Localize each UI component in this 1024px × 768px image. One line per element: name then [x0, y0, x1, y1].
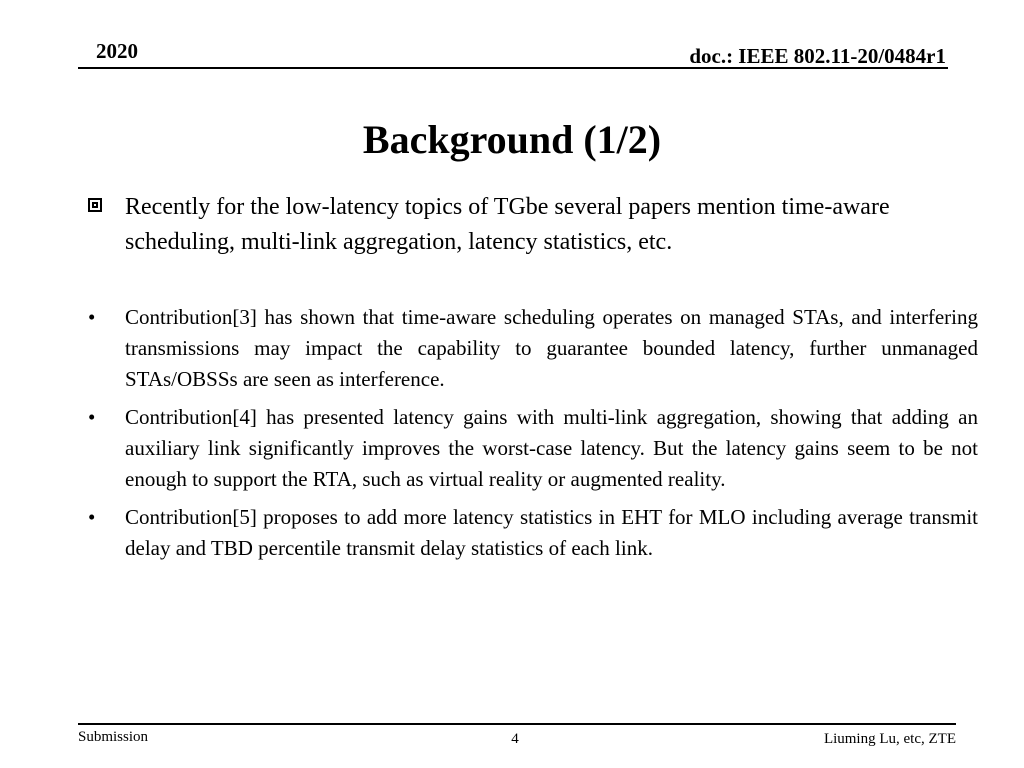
bullet-dot-icon: •: [88, 505, 96, 529]
header-divider: [78, 67, 948, 69]
footer-author: Liuming Lu, etc, ZTE: [823, 731, 956, 747]
header-doc-id: doc.: IEEE 802.11-20/0484r1: [689, 44, 946, 68]
bullet-dot-icon: •: [88, 305, 96, 329]
footer-submission: Submission: [78, 729, 149, 745]
bullet-dot-icon: •: [88, 405, 96, 429]
slide-title: Background (1/2): [362, 117, 662, 162]
list-item: [86, 302, 978, 395]
bullet-list: [86, 302, 978, 571]
bullet-text: Contribution[4] has presented latency gains with multi-link aggregation, showing that adding an auxiliary link significantly improves the worst-case latency. But the latency gains seem to be not enough to support the RTA, such as virtual reality or augmented reality.: [125, 405, 978, 491]
square-checkbox-bullet-icon: [88, 198, 102, 212]
header-year: 2020: [96, 39, 138, 63]
intro-paragraph: [86, 190, 978, 260]
list-item: [86, 402, 978, 495]
intro-text: Recently for the low-latency topics of TGbe several papers mention time-aware scheduling, multi-link aggregation, latency statistics, etc.: [125, 194, 890, 255]
page-number: 4: [511, 731, 519, 747]
bullet-text: Contribution[5] proposes to add more latency statistics in EHT for MLO including average transmit delay and TBD percentile transmit delay statistics of each link.: [125, 505, 978, 560]
bullet-text: Contribution[3] has shown that time-aware scheduling operates on managed STAs, and interfering transmissions may impact the capability to guarantee bounded latency, further unmanaged STAs/OBSSs are seen as interference.: [125, 305, 978, 391]
footer-divider: [78, 723, 956, 725]
list-item: [86, 502, 978, 564]
